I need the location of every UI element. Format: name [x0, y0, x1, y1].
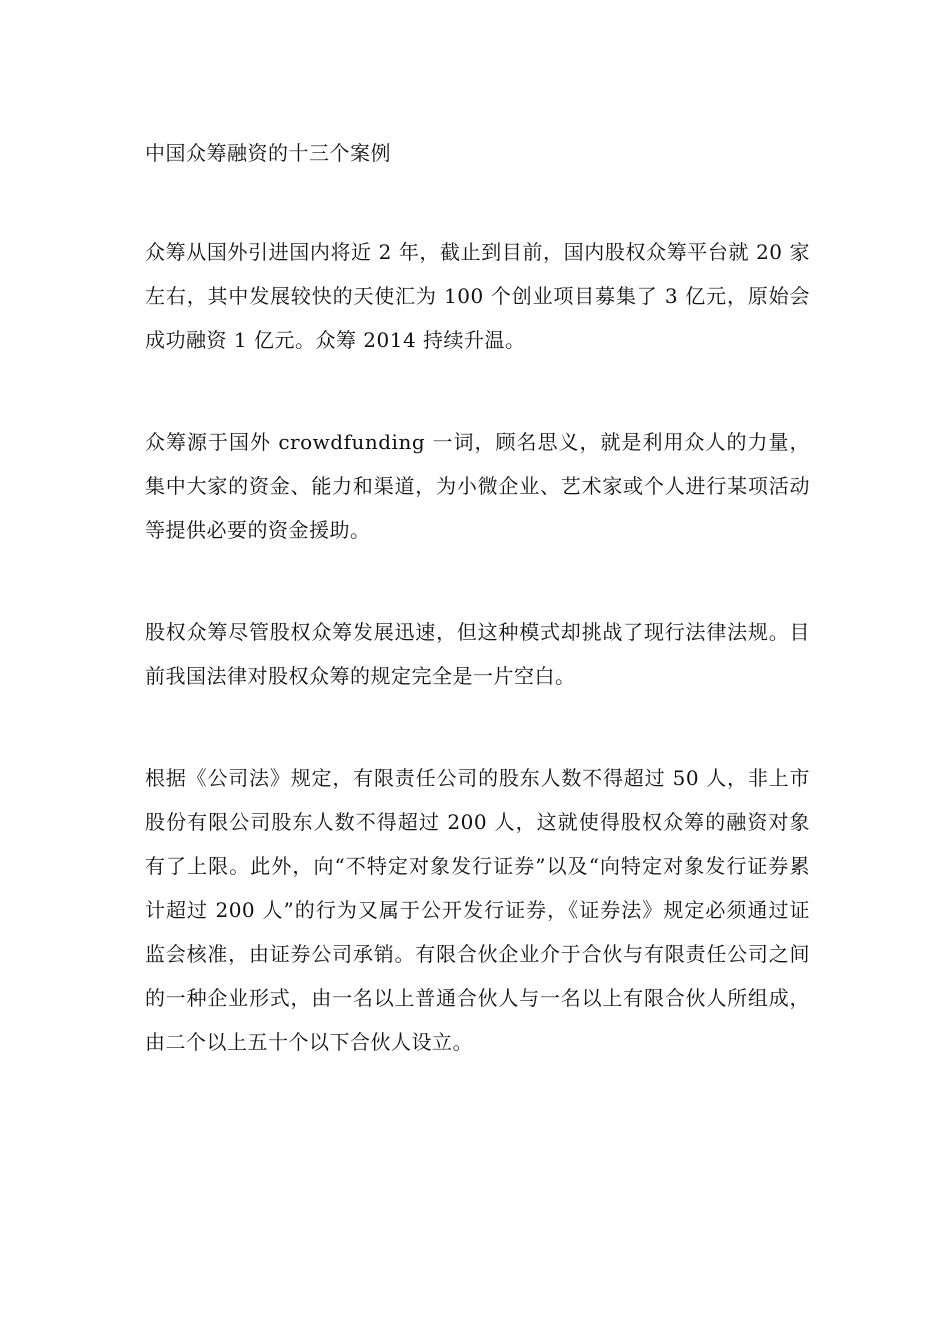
- paragraph-intro: 众筹从国外引进国内将近 2 年，截止到目前，国内股权众筹平台就 20 家左右，其中发展较快的天使汇为 100 个创业项目募集了 3 亿元，原始会成功融资 1 亿元。众筹 2014 持续升温。: [145, 240, 810, 352]
- paragraph-legal-challenge: 股权众筹尽管股权众筹发展迅速，但这种模式却挑战了现行法律法规。目前我国法律对股权众筹的规定完全是一片空白。: [145, 620, 810, 688]
- paragraph-definition: 众筹源于国外 crowdfunding 一词，顾名思义，就是利用众人的力量，集中大家的资金、能力和渠道，为小微企业、艺术家或个人进行某项活动等提供必要的资金援助。: [145, 430, 810, 542]
- document-title: 中国众筹融资的十三个案例: [145, 141, 391, 165]
- paragraph-company-law: 根据《公司法》规定，有限责任公司的股东人数不得超过 50 人，非上市股份有限公司股东人数不得超过 200 人，这就使得股权众筹的融资对象有了上限。此外，向“不特定对象发行证券”以及“向特定对象发行证券累计超过 200 人”的行为又属于公开发行证券，《证券法》规定必须通过证监会核准，由证券公司承销。有限合伙企业介于合伙与有限责任公司之间的一种企业形式，由一名以上普通合伙人与一名以上有限合伙人所组成，由二个以上五十个以下合伙人设立。: [145, 766, 810, 1054]
- document-body: [145, 134, 810, 1064]
